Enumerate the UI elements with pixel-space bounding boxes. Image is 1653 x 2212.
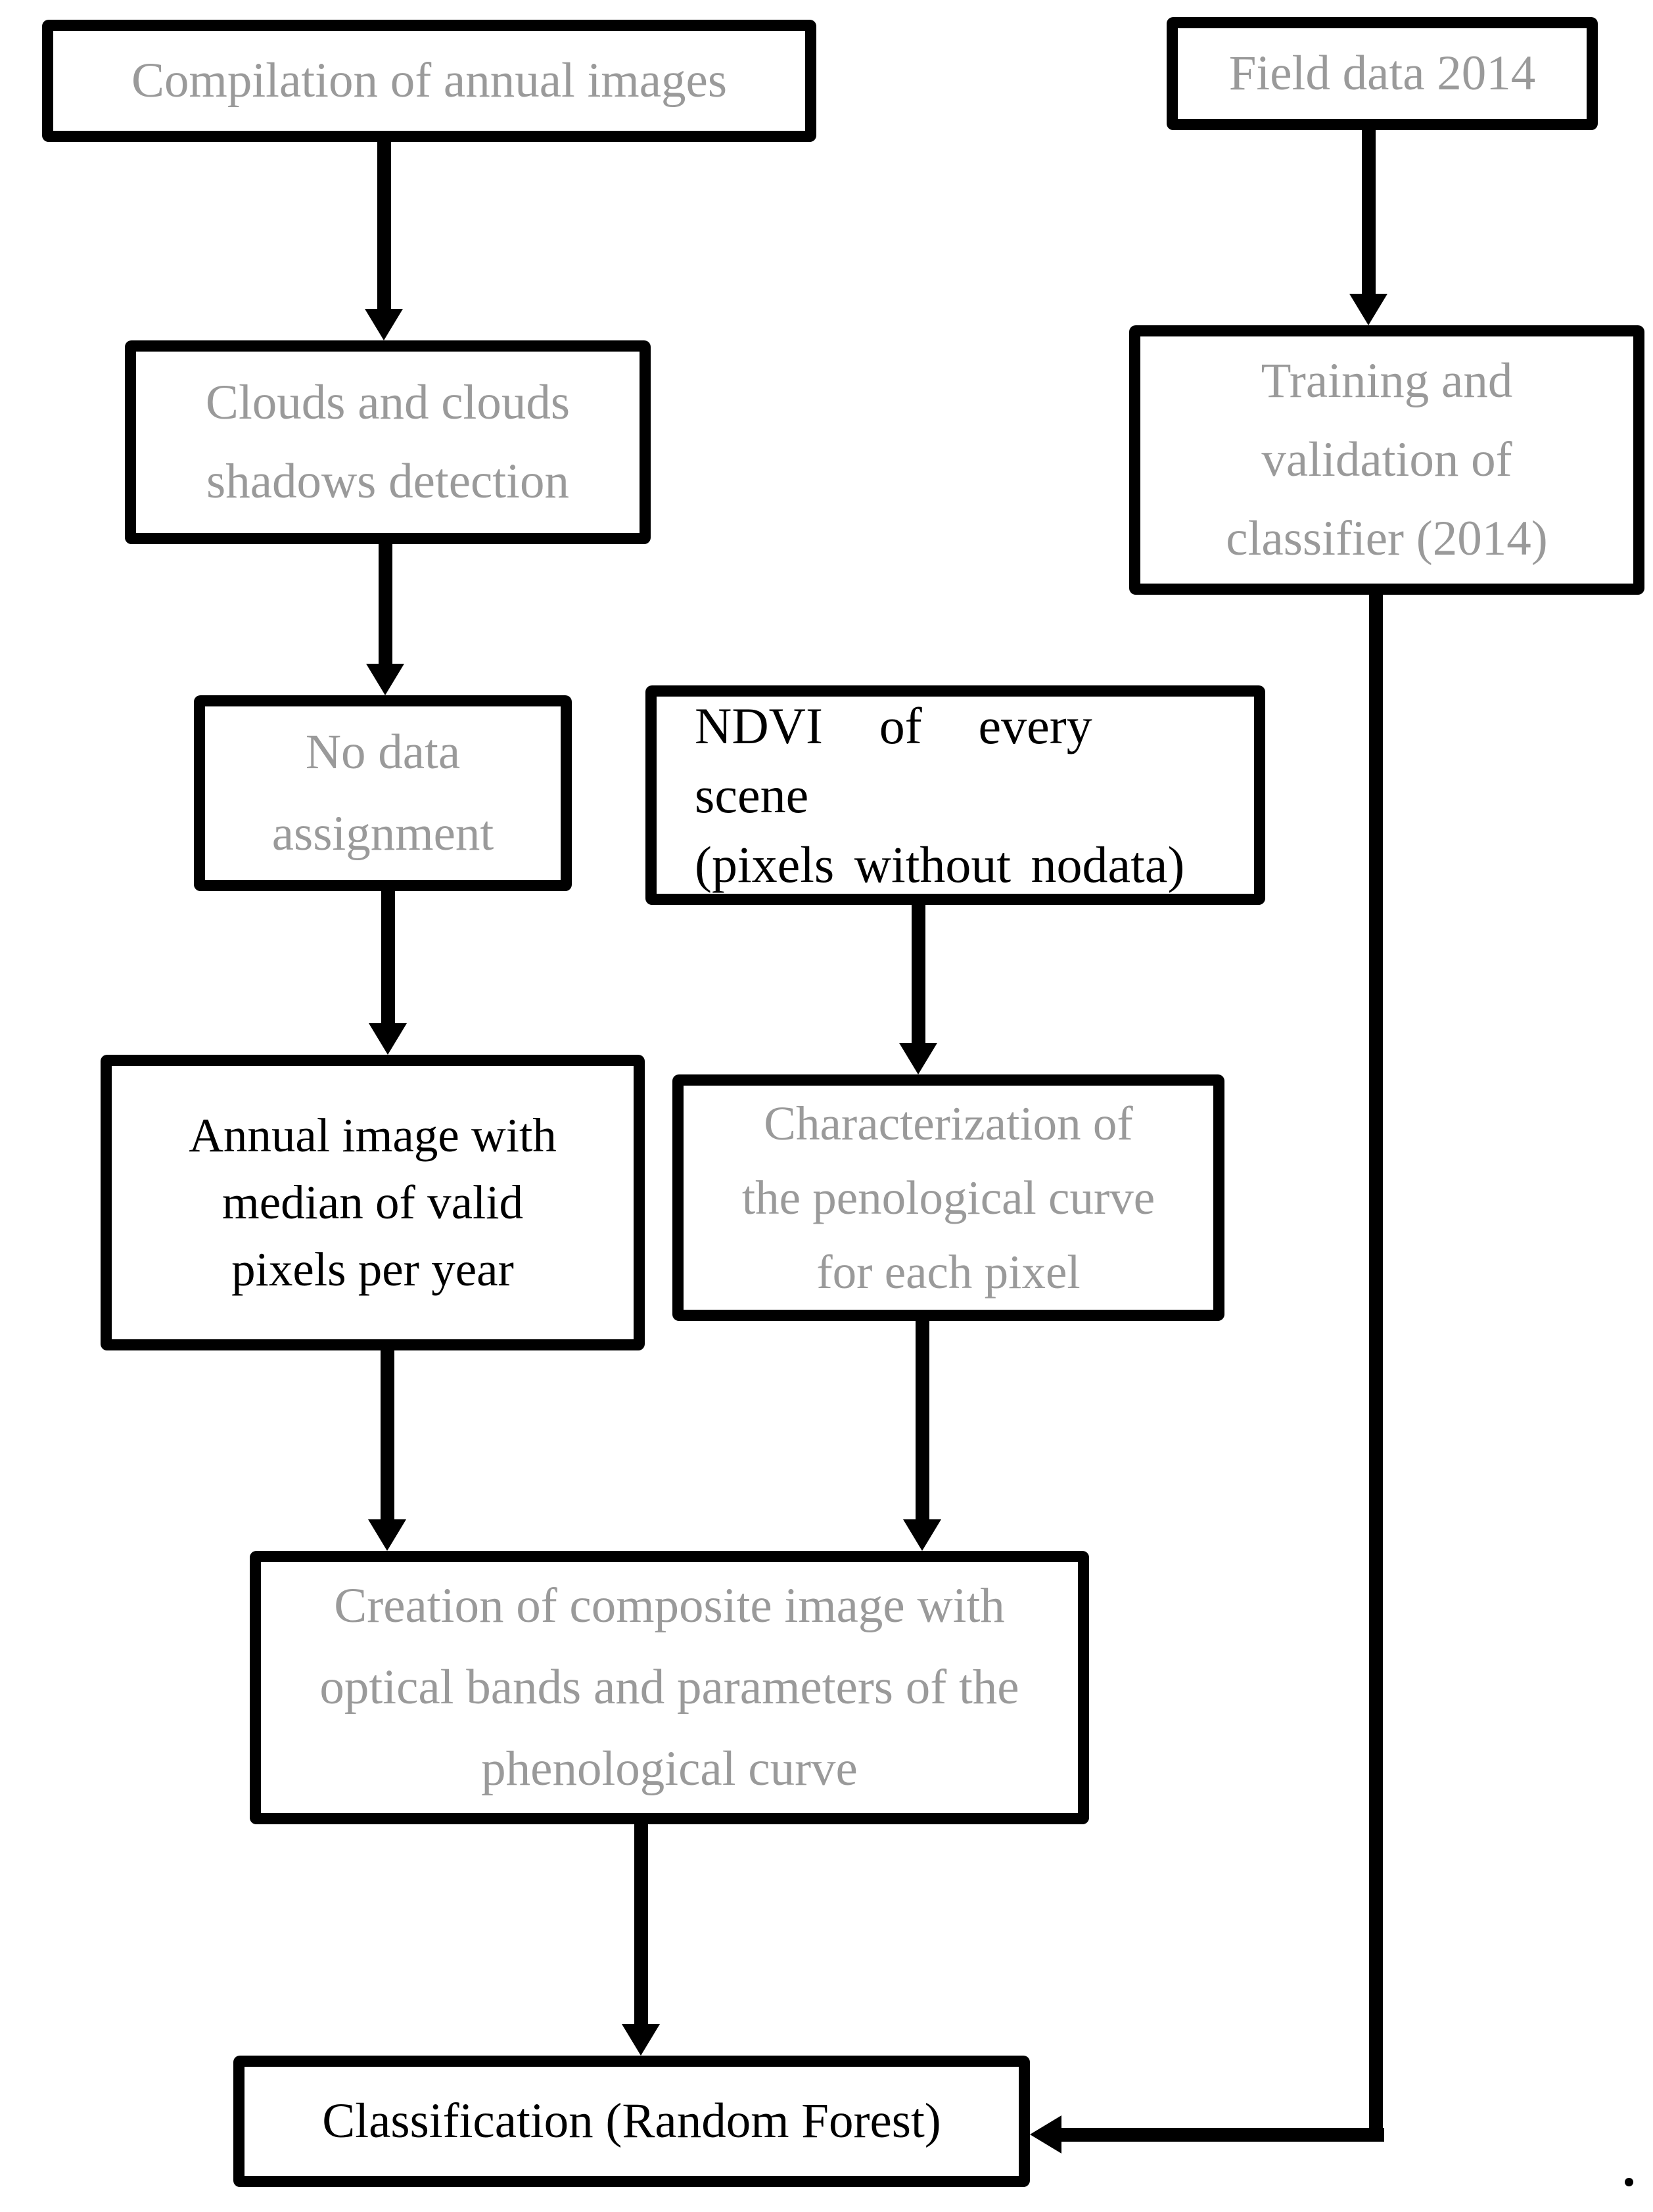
node-label-line: the penological curve xyxy=(741,1170,1155,1224)
arrow-head-down-icon xyxy=(366,664,404,695)
arrow-composite-to-classification-icon xyxy=(622,1824,660,2056)
arrow-nodata-to-annual-icon xyxy=(369,891,407,1055)
node-phenological-curve-characterization xyxy=(672,1074,1224,1321)
arrow-head-down-icon xyxy=(368,1519,406,1551)
node-label-line: for each pixel xyxy=(816,1245,1081,1299)
arrow-stem xyxy=(634,1824,648,2024)
arrow-head-down-icon xyxy=(622,2024,660,2056)
node-label: Compilation of annual images xyxy=(131,53,728,108)
trailing-period xyxy=(1625,2178,1633,2186)
arrow-stem xyxy=(381,891,395,1023)
arrow-ndvi-to-characterization-icon xyxy=(899,905,937,1074)
arrow-head-down-icon xyxy=(903,1519,941,1551)
node-label-line: Clouds and clouds xyxy=(205,375,570,430)
arrow-head-down-icon xyxy=(1349,294,1387,325)
node-clouds-shadows-detection xyxy=(125,340,651,544)
node-label: Field data 2014 xyxy=(1228,46,1536,101)
arrow-head-left-icon xyxy=(1030,2115,1061,2154)
arrow-clouds-to-nodata-icon xyxy=(366,544,404,695)
node-label-line: pixels per year xyxy=(231,1243,514,1297)
node-label-line: shadows detection xyxy=(206,454,569,509)
arrow-head-down-icon xyxy=(369,1023,407,1055)
arrow-annual-to-composite-icon xyxy=(368,1350,406,1551)
node-label-line: Characterization of xyxy=(764,1096,1133,1150)
arrow-stem xyxy=(1362,129,1376,294)
node-label-line: (pixels without nodata) xyxy=(695,835,1185,893)
arrow-head-down-icon xyxy=(365,309,403,340)
node-training-validation-classifier xyxy=(1129,325,1644,595)
node-label-line: NDVI of every scene xyxy=(695,697,1092,824)
node-label-line: validation of xyxy=(1261,432,1512,487)
arrow-stem xyxy=(916,1321,929,1519)
node-label: Classification (Random Forest) xyxy=(322,2094,941,2148)
node-label-line: median of valid xyxy=(221,1175,524,1229)
node-label-line: Annual image with xyxy=(189,1108,557,1162)
node-label-line: Creation of composite image with xyxy=(334,1578,1005,1634)
node-classification-random-forest xyxy=(233,2056,1030,2187)
node-label-line: classifier (2014) xyxy=(1226,511,1548,566)
arrow-stem xyxy=(912,905,925,1043)
node-composite-image-creation xyxy=(250,1551,1089,1824)
node-label-line: optical bands and parameters of the xyxy=(319,1660,1019,1715)
connector-training-to-classification-horizontal-line xyxy=(1061,2128,1384,2142)
node-label-line: phenological curve xyxy=(481,1741,858,1796)
node-no-data-assignment xyxy=(194,695,572,891)
arrow-stem xyxy=(381,1350,394,1519)
node-label-line: No data xyxy=(305,725,461,780)
arrow-head-down-icon xyxy=(899,1043,937,1074)
node-ndvi-of-every-scene xyxy=(645,685,1265,905)
arrow-stem xyxy=(379,544,392,664)
arrow-stem xyxy=(377,141,391,309)
node-field-data-2014 xyxy=(1167,17,1598,130)
node-compilation-of-annual-images xyxy=(42,20,816,142)
node-label-line: Training and xyxy=(1261,354,1513,408)
node-label-line: assignment xyxy=(271,806,494,861)
connector-training-to-classification-vertical-line xyxy=(1369,593,1383,2142)
arrow-characterization-to-composite-icon xyxy=(903,1321,941,1551)
arrow-compilation-to-clouds-icon xyxy=(365,141,403,340)
arrow-fielddata-to-training-icon xyxy=(1349,129,1387,325)
node-annual-median-image xyxy=(101,1055,645,1350)
